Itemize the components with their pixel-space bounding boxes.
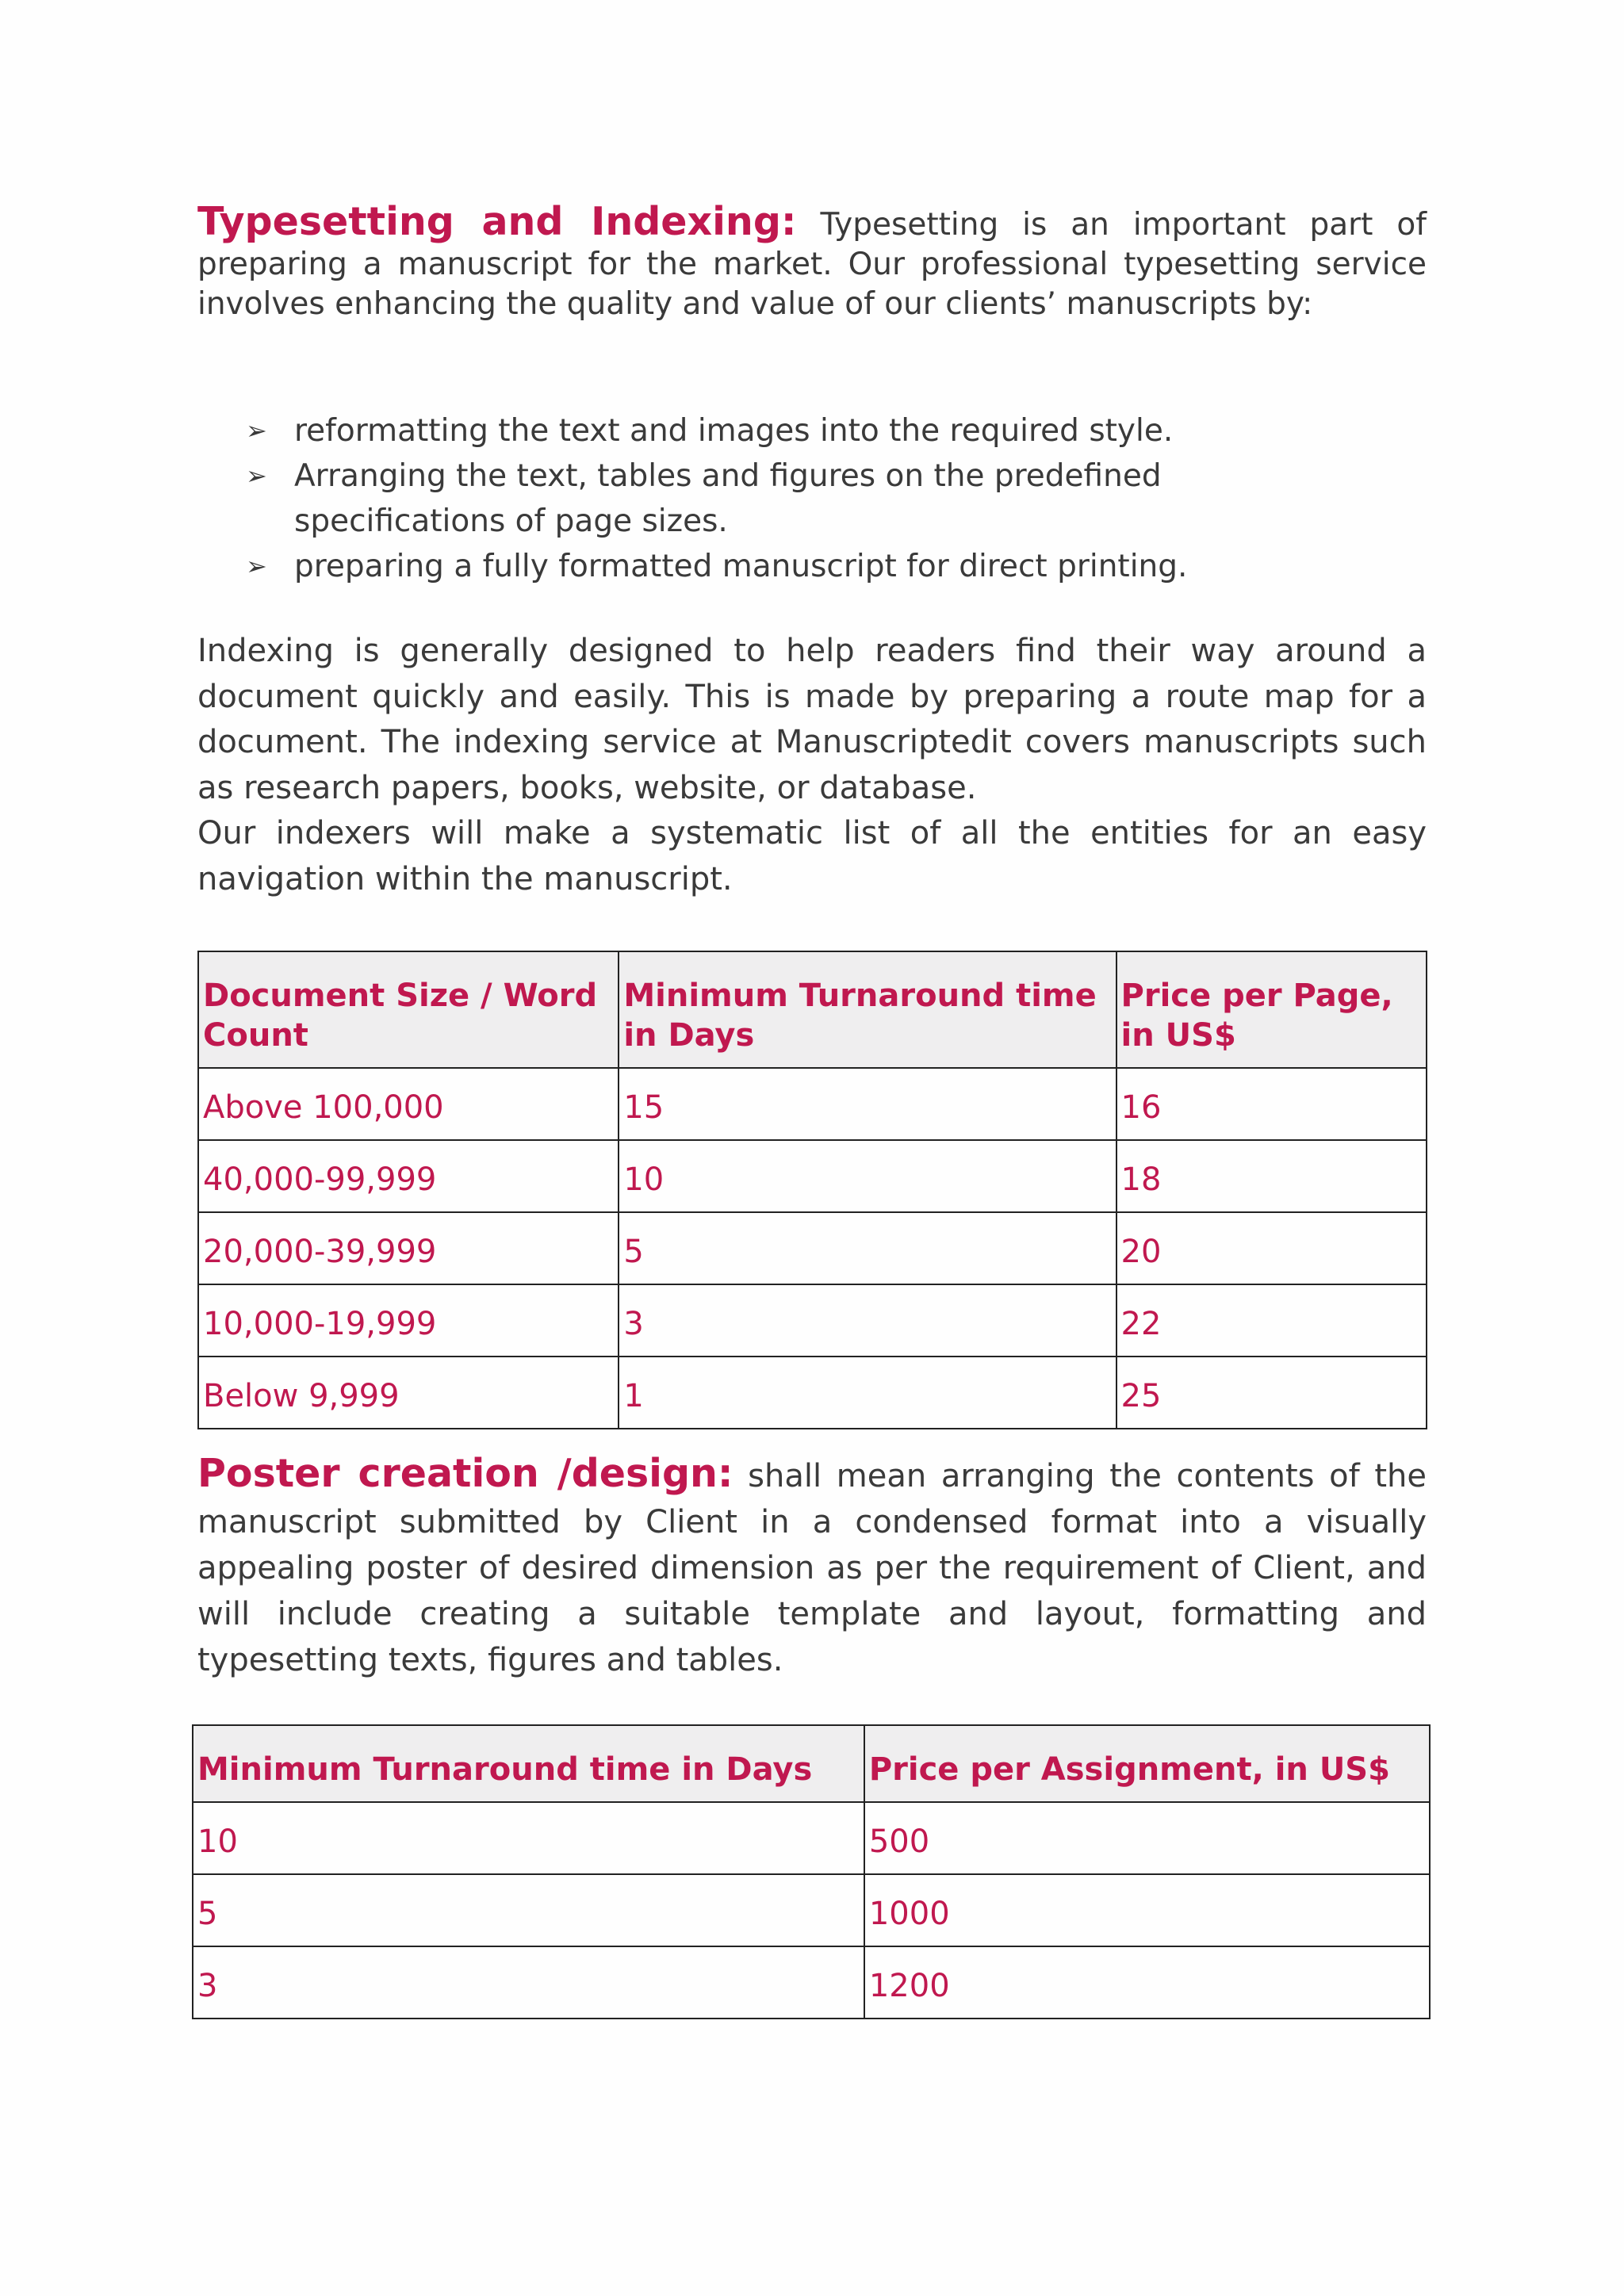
indexing-paragraph: Indexing is generally designed to help readers find their way around a document quickly and easily. This is made by preparing a route map for a document. The indexing service at Manuscriptedit covers manuscripts such as research papers, books, website, or database. [197, 633, 1427, 806]
column-header: Price per Page, in US$ [1116, 951, 1427, 1068]
poster-body-text: shall mean arranging the contents of the manuscript submitted by Client in a condensed format into a visually appealing poster of desired dimension as per the requirement of Client, and will include creating a suitable template and layout, formatting and typesetting texts, figures and tables. [197, 1458, 1427, 1678]
typesetting-bullet-list [246, 408, 1277, 589]
table-cell: 1200 [864, 1946, 1430, 2019]
section-heading-typesetting: Typesetting and Indexing: [197, 199, 797, 244]
typesetting-price-table [197, 951, 1427, 1429]
table-row [193, 1802, 1430, 1874]
table-row [198, 1140, 1427, 1212]
list-item [246, 544, 1277, 589]
table-cell: 5 [193, 1874, 864, 1946]
table-row [198, 1284, 1427, 1357]
section-heading-poster: Poster creation /design: [197, 1451, 733, 1496]
typesetting-intro [197, 199, 1427, 324]
table-header-row [193, 1725, 1430, 1802]
table-cell: 22 [1116, 1284, 1427, 1357]
table-cell: 10,000-19,999 [198, 1284, 619, 1357]
table-cell: 20,000-39,999 [198, 1212, 619, 1284]
list-item [246, 453, 1277, 544]
table-cell: 3 [619, 1284, 1116, 1357]
table-cell: Below 9,999 [198, 1357, 619, 1429]
bullet-text: preparing a fully formatted manuscript for direct printing. [294, 549, 1188, 584]
table-cell: 10 [193, 1802, 864, 1874]
table-cell: 5 [619, 1212, 1116, 1284]
column-header: Document Size / Word Count [198, 951, 619, 1068]
table-cell: 1000 [864, 1874, 1430, 1946]
table-row [198, 1357, 1427, 1429]
table-row [193, 1874, 1430, 1946]
list-item [246, 408, 1277, 453]
column-header: Price per Assignment, in US$ [864, 1725, 1430, 1802]
column-header: Minimum Turnaround time in Days [619, 951, 1116, 1068]
table-cell: 1 [619, 1357, 1116, 1429]
table-cell: 18 [1116, 1140, 1427, 1212]
bullet-text: reformatting the text and images into the required style. [294, 413, 1174, 449]
table-row [198, 1212, 1427, 1284]
table-cell: 20 [1116, 1212, 1427, 1284]
typesetting-intro-text: Typesetting is an important part of preparing a manuscript for the market. Our professional typesetting service involves enhancing the quality and value of our clients’ manuscripts by: [197, 207, 1427, 322]
table-cell: 16 [1116, 1068, 1427, 1140]
table-cell: 25 [1116, 1357, 1427, 1429]
indexing-paragraphs [197, 629, 1427, 902]
table-row [193, 1946, 1430, 2019]
table-cell: 40,000-99,999 [198, 1140, 619, 1212]
poster-price-table [192, 1724, 1431, 2019]
table-cell: 500 [864, 1802, 1430, 1874]
arrowhead-bullet-icon: ➢ [246, 415, 267, 446]
arrowhead-bullet-icon: ➢ [246, 461, 267, 491]
table-cell: Above 100,000 [198, 1068, 619, 1140]
poster-paragraph [197, 1451, 1427, 1683]
arrowhead-bullet-icon: ➢ [246, 551, 267, 581]
table-cell: 15 [619, 1068, 1116, 1140]
table-row [198, 1068, 1427, 1140]
table-cell: 3 [193, 1946, 864, 2019]
bullet-text: Arranging the text, tables and figures on the predefined specifications of page sizes. [294, 458, 1162, 539]
column-header: Minimum Turnaround time in Days [193, 1725, 864, 1802]
table-header-row [198, 951, 1427, 1068]
table-cell: 10 [619, 1140, 1116, 1212]
indexing-paragraph: Our indexers will make a systematic list of all the entities for an easy navigation within the manuscript. [197, 815, 1427, 897]
